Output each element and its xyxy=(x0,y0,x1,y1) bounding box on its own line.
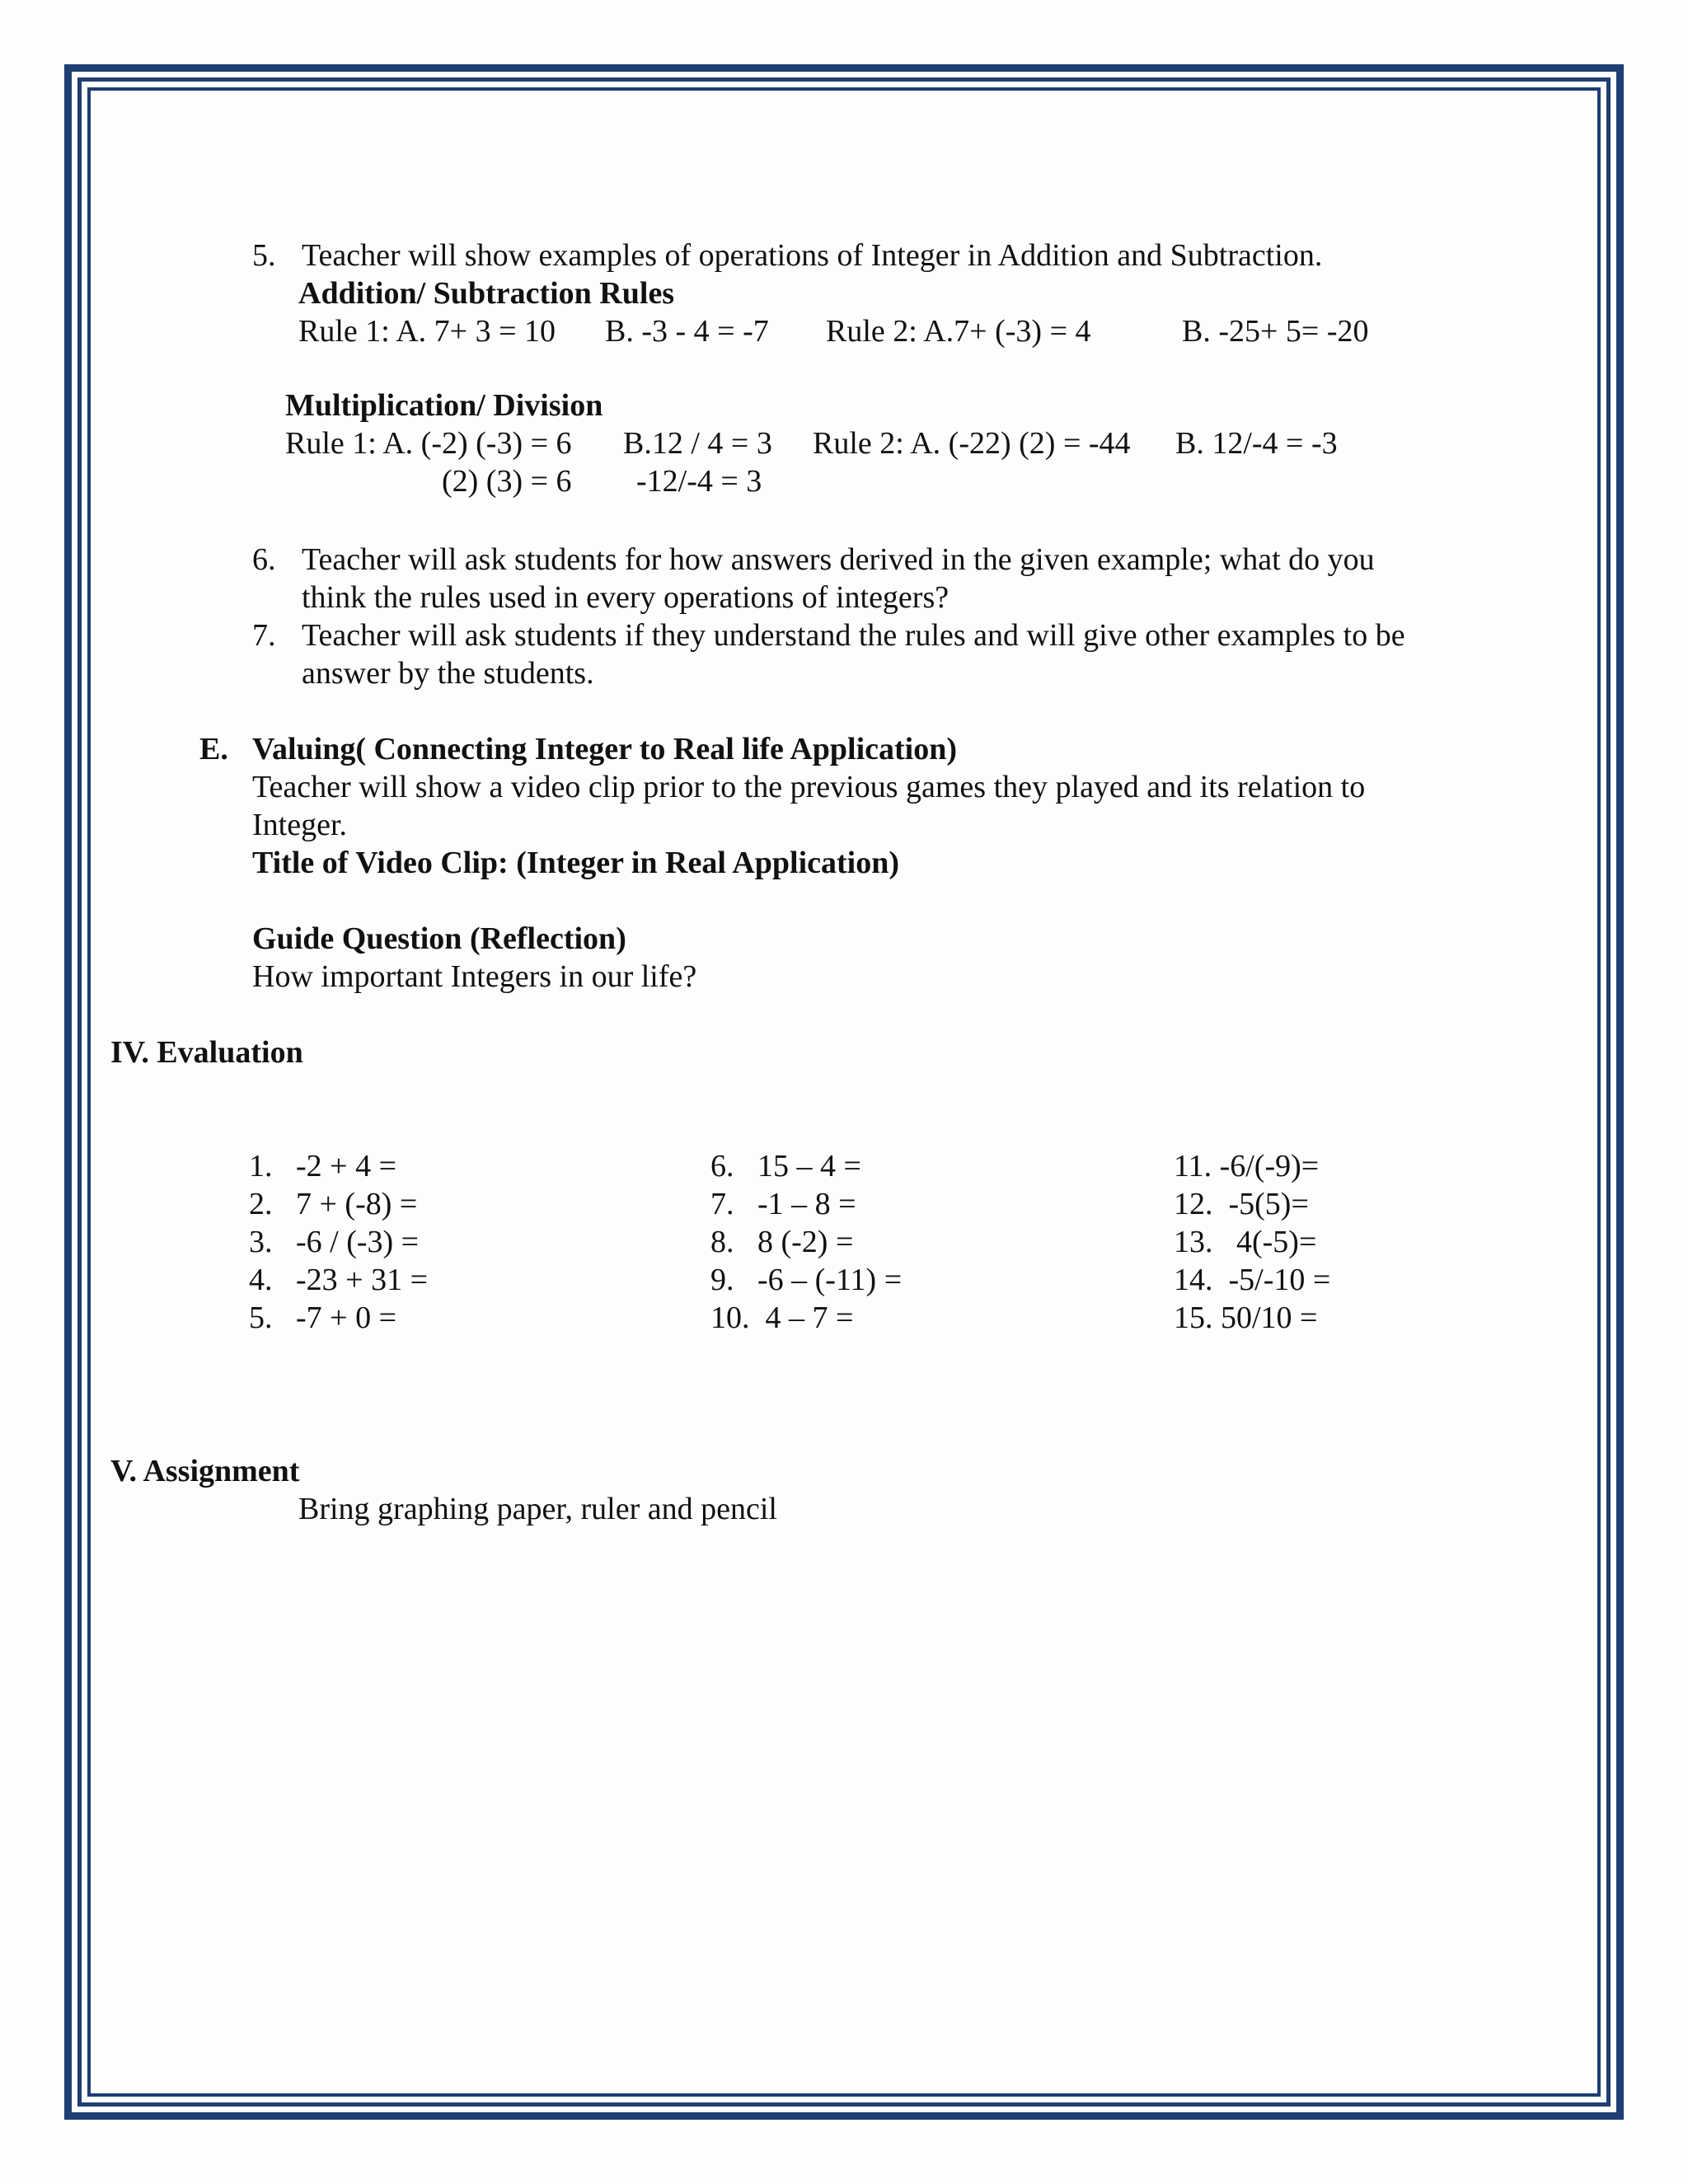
evaluation-item-6: 6. 15 – 4 = xyxy=(710,1149,861,1183)
muldiv-rule2-a: Rule 2: A. (-22) (2) = -44 xyxy=(813,426,1131,461)
evaluation-item-10: 10. 4 – 7 = xyxy=(710,1301,854,1335)
item-7-number: 7. xyxy=(252,618,276,653)
item-5-text: Teacher will show examples of operations of Integer in Addition and Subtraction. xyxy=(302,238,1323,273)
muldiv-rule1-b-line2: -12/-4 = 3 xyxy=(636,464,762,499)
evaluation-item-14: 14. -5/-10 = xyxy=(1174,1263,1331,1297)
evaluation-item-4: 4. -23 + 31 = xyxy=(249,1263,429,1297)
muldiv-rule2-b: B. 12/-4 = -3 xyxy=(1175,426,1338,461)
muldiv-rule1-b: B.12 / 4 = 3 xyxy=(623,426,772,461)
evaluation-item-13: 13. 4(-5)= xyxy=(1174,1225,1317,1259)
addsub-rule1-b: B. -3 - 4 = -7 xyxy=(605,314,769,349)
item-7-line2: answer by the students. xyxy=(302,656,594,691)
item-6-line1: Teacher will ask students for how answers derived in the given example; what do you xyxy=(302,542,1375,577)
evaluation-item-5: 5. -7 + 0 = xyxy=(249,1301,397,1335)
evaluation-heading: IV. Evaluation xyxy=(110,1035,303,1070)
evaluation-item-7: 7. -1 – 8 = xyxy=(710,1187,856,1221)
evaluation-item-12: 12. -5(5)= xyxy=(1174,1187,1309,1221)
item-6-number: 6. xyxy=(252,542,276,577)
muldiv-rule1-a-line2: (2) (3) = 6 xyxy=(442,464,572,499)
evaluation-item-2: 2. 7 + (-8) = xyxy=(249,1187,418,1221)
item-7-line1: Teacher will ask students if they understand the rules and will give other examples to be xyxy=(302,618,1405,653)
evaluation-item-8: 8. 8 (-2) = xyxy=(710,1225,854,1259)
evaluation-item-1: 1. -2 + 4 = xyxy=(249,1149,397,1183)
valuing-line1: Teacher will show a video clip prior to the previous games they played and its relation to xyxy=(252,770,1366,804)
item-6-line2: think the rules used in every operations of integers? xyxy=(302,580,950,615)
addsub-rule1-a: Rule 1: A. 7+ 3 = 10 xyxy=(298,314,556,349)
evaluation-item-3: 3. -6 / (-3) = xyxy=(249,1225,420,1259)
evaluation-item-9: 9. -6 – (-11) = xyxy=(710,1263,903,1297)
assignment-text: Bring graphing paper, ruler and pencil xyxy=(298,1492,777,1526)
assignment-heading: V. Assignment xyxy=(110,1454,300,1488)
addsub-rule2-a: Rule 2: A.7+ (-3) = 4 xyxy=(826,314,1091,349)
evaluation-item-15: 15. 50/10 = xyxy=(1174,1301,1318,1335)
muldiv-rule1-a: Rule 1: A. (-2) (-3) = 6 xyxy=(285,426,572,461)
evaluation-item-11: 11. -6/(-9)= xyxy=(1174,1149,1320,1183)
muldiv-heading: Multiplication/ Division xyxy=(285,388,603,423)
addsub-heading: Addition/ Subtraction Rules xyxy=(298,276,675,311)
video-clip-title: Title of Video Clip: (Integer in Real Application) xyxy=(252,846,899,880)
valuing-line2: Integer. xyxy=(252,808,348,842)
guide-question-text: How important Integers in our life? xyxy=(252,959,697,994)
item-5-number: 5. xyxy=(252,238,276,273)
guide-question-heading: Guide Question (Reflection) xyxy=(252,921,626,956)
valuing-letter: E. xyxy=(199,732,228,766)
valuing-heading: Valuing( Connecting Integer to Real life Application) xyxy=(252,732,958,766)
addsub-rule2-b: B. -25+ 5= -20 xyxy=(1182,314,1369,349)
